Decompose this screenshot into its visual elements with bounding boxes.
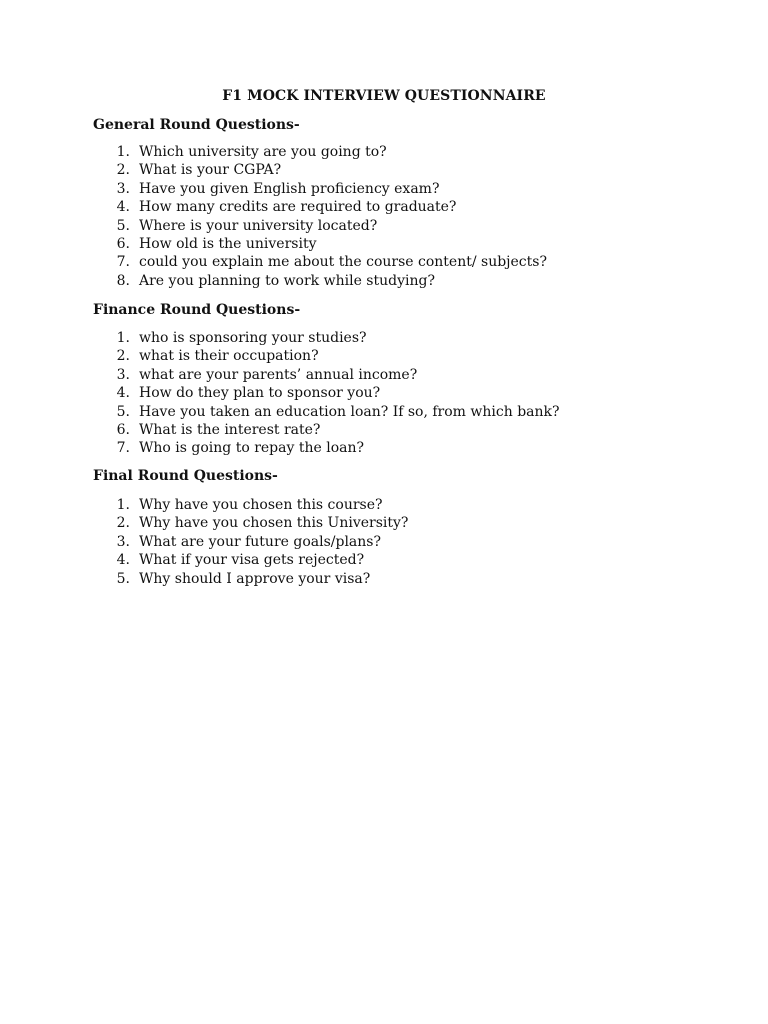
question-text: What is the interest rate? (139, 421, 321, 438)
question-text: Have you taken an education loan? If so, from which bank? (139, 403, 560, 420)
item-number: 4. (116, 552, 130, 569)
item-number: 5. (116, 217, 130, 234)
question-text: Which university are you going to? (139, 144, 387, 160)
question-text: could you explain me about the course content/ subjects? (139, 254, 547, 271)
section-heading-general: General Round Questions- (93, 117, 300, 133)
question-text: Why have you chosen this course? (139, 497, 383, 513)
question-text: Who is going to repay the loan? (139, 440, 364, 457)
question-text: what is their occupation? (139, 348, 319, 365)
question-text: How do they plan to sponsor you? (139, 385, 381, 402)
item-number: 1. (116, 497, 130, 513)
question-text: Why should I approve your visa? (139, 570, 371, 587)
item-number: 7. (116, 440, 130, 457)
item-number: 1. (116, 330, 130, 346)
item-number: 4. (116, 385, 130, 402)
item-number: 8. (116, 272, 130, 289)
question-text: What are your future goals/plans? (139, 533, 381, 550)
item-number: 5. (116, 570, 130, 587)
question-text: Where is your university located? (139, 217, 378, 234)
item-number: 1. (116, 144, 130, 160)
item-number: 2. (116, 162, 130, 179)
item-number: 3. (116, 366, 130, 383)
section-heading-final: Final Round Questions- (93, 468, 278, 484)
item-number: 4. (116, 199, 130, 216)
question-text: What if your visa gets rejected? (139, 552, 365, 569)
section-heading-finance: Finance Round Questions- (93, 302, 301, 318)
item-number: 3. (116, 533, 130, 550)
question-text: What is your CGPA? (139, 162, 282, 179)
item-number: 2. (116, 348, 130, 365)
item-number: 2. (116, 515, 130, 532)
item-number: 6. (116, 235, 130, 252)
question-text: Have you given English proficiency exam? (139, 180, 440, 197)
item-number: 5. (116, 403, 130, 420)
item-number: 7. (116, 254, 130, 271)
question-text: How old is the university (139, 235, 317, 252)
question-text: who is sponsoring your studies? (139, 330, 367, 346)
question-text: How many credits are required to graduate? (139, 199, 457, 216)
question-text: what are your parents’ annual income? (139, 366, 418, 383)
question-text: Why have you chosen this University? (139, 515, 409, 532)
item-number: 6. (116, 421, 130, 438)
page-title: F1 MOCK INTERVIEW QUESTIONNAIRE (222, 88, 546, 104)
item-number: 3. (116, 180, 130, 197)
question-text: Are you planning to work while studying? (139, 272, 435, 289)
